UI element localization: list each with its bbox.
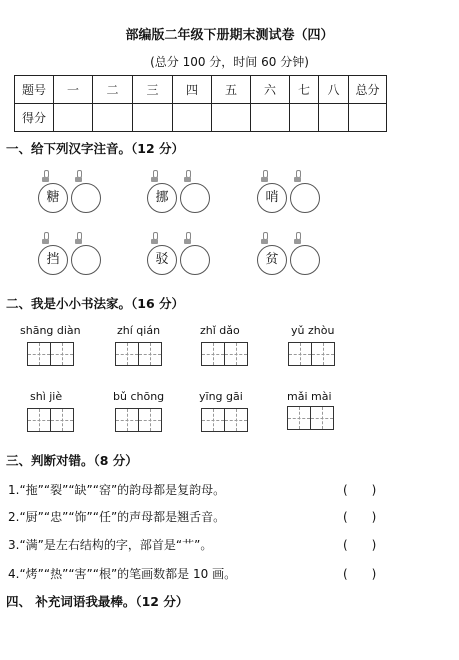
- section1-heading: 一、给下列汉字注音。（12 分）: [6, 141, 184, 156]
- section2-heading: 二、我是小小书法家。（16 分）: [6, 296, 184, 311]
- ornament-char: 哨: [257, 183, 287, 213]
- ornament-answer[interactable]: [290, 183, 320, 213]
- ornament-answer[interactable]: [71, 183, 101, 213]
- score-cell[interactable]: [93, 104, 133, 132]
- pinyin-label: mǎi mài: [287, 390, 332, 403]
- score-cell[interactable]: [133, 104, 173, 132]
- ornament-char: 驳: [147, 245, 177, 275]
- score-header-cell: 七: [290, 76, 319, 104]
- tian-box[interactable]: [50, 342, 74, 366]
- hook-icon: [151, 170, 159, 183]
- tian-box[interactable]: [311, 342, 335, 366]
- hook-icon: [184, 232, 192, 245]
- answer-paren[interactable]: ( ): [343, 567, 377, 581]
- score-header-cell: 总分: [349, 76, 387, 104]
- score-cell[interactable]: [319, 104, 349, 132]
- tian-box[interactable]: [224, 408, 248, 432]
- ornament-answer[interactable]: [180, 183, 210, 213]
- tian-box[interactable]: [310, 406, 334, 430]
- section4-heading: 四、 补充词语我最棒。（12 分）: [6, 594, 189, 609]
- judge-item: 4.“烤”“热”“害”“根”的笔画数都是 10 画。: [8, 567, 237, 581]
- pinyin-label: bǔ chōng: [113, 390, 165, 403]
- tian-box[interactable]: [27, 408, 51, 432]
- ornament-pair: [257, 232, 332, 282]
- tian-box[interactable]: [224, 342, 248, 366]
- tian-box[interactable]: [115, 342, 139, 366]
- tian-box[interactable]: [115, 408, 139, 432]
- ornament-pair: [147, 170, 222, 220]
- score-table: [14, 75, 387, 132]
- tian-box[interactable]: [287, 406, 311, 430]
- score-header-cell: 八: [319, 76, 349, 104]
- score-header-cell: 六: [251, 76, 290, 104]
- ornament-pair: [257, 170, 332, 220]
- score-cell[interactable]: [251, 104, 290, 132]
- tian-box[interactable]: [27, 342, 51, 366]
- page-title: 部编版二年级下册期末测试卷（四）: [125, 28, 334, 43]
- score-header-row: [15, 76, 387, 104]
- ornament-char: 挪: [147, 183, 177, 213]
- score-cell[interactable]: [212, 104, 251, 132]
- pinyin-label: zhǐ dǎo: [200, 324, 240, 337]
- tian-box[interactable]: [288, 342, 312, 366]
- tian-box[interactable]: [201, 342, 225, 366]
- pinyin-label: zhí qián: [117, 324, 161, 337]
- ornament-char: 糖: [38, 183, 68, 213]
- ornament-pair: [147, 232, 222, 282]
- score-header-cell: 二: [93, 76, 133, 104]
- ornament-pair: [38, 170, 113, 220]
- score-cell[interactable]: [349, 104, 387, 132]
- score-header-cell: 一: [54, 76, 93, 104]
- score-cell[interactable]: [54, 104, 93, 132]
- ornament-answer[interactable]: [71, 245, 101, 275]
- tian-box[interactable]: [50, 408, 74, 432]
- ornament-answer[interactable]: [290, 245, 320, 275]
- answer-paren[interactable]: ( ): [343, 538, 377, 552]
- hook-icon: [261, 170, 269, 183]
- judge-item: 1.“拖”“裂”“缺”“窑”的韵母都是复韵母。: [8, 483, 226, 497]
- ornament-answer[interactable]: [180, 245, 210, 275]
- score-header-cell: 五: [212, 76, 251, 104]
- score-header-cell: 三: [133, 76, 173, 104]
- section3-heading: 三、判断对错。（8 分）: [6, 453, 138, 468]
- judge-item: 3.“满”是左右结构的字，部首是“艹”。: [8, 538, 213, 552]
- pinyin-label: shì jiè: [30, 390, 63, 403]
- pinyin-label: yǔ zhòu: [291, 324, 335, 337]
- ornament-pair: [38, 232, 113, 282]
- score-row-label: 得分: [15, 104, 54, 132]
- hook-icon: [184, 170, 192, 183]
- tian-box[interactable]: [138, 342, 162, 366]
- judge-item: 2.“厨”“忠”“饰”“任”的声母都是翘舌音。: [8, 510, 226, 524]
- pinyin-label: yīng gāi: [199, 390, 243, 403]
- hook-icon: [261, 232, 269, 245]
- hook-icon: [294, 170, 302, 183]
- ornament-char: 挡: [38, 245, 68, 275]
- hook-icon: [151, 232, 159, 245]
- answer-paren[interactable]: ( ): [343, 483, 377, 497]
- hook-icon: [42, 170, 50, 183]
- score-cell[interactable]: [290, 104, 319, 132]
- ornament-char: 贫: [257, 245, 287, 275]
- score-header-cell: 题号: [15, 76, 54, 104]
- hook-icon: [42, 232, 50, 245]
- page-subtitle: (总分 100 分，时间 60 分钟): [150, 55, 309, 69]
- score-header-cell: 四: [173, 76, 212, 104]
- hook-icon: [294, 232, 302, 245]
- pinyin-label: shāng diàn: [20, 324, 81, 337]
- tian-box[interactable]: [201, 408, 225, 432]
- score-row: [15, 104, 387, 132]
- hook-icon: [75, 232, 83, 245]
- hook-icon: [75, 170, 83, 183]
- score-cell[interactable]: [173, 104, 212, 132]
- tian-box[interactable]: [138, 408, 162, 432]
- answer-paren[interactable]: ( ): [343, 510, 377, 524]
